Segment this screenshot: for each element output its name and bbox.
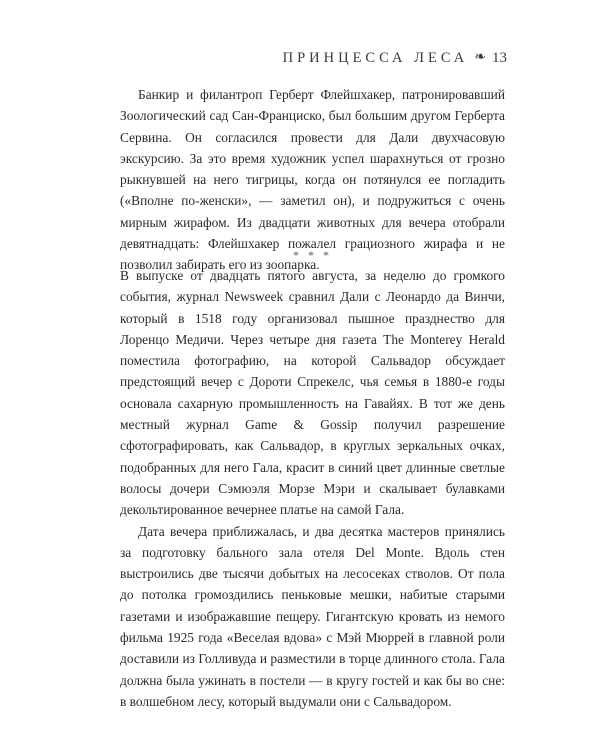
running-head: [283, 50, 507, 67]
paragraph-3: Дата вечера приближалась, и два десятка мастеров принялись за подготовку бального зала отеля Del Monte. Вдоль стен выстроились две тысячи добытых на лесосеках стволов. От пола до потолка громоздились пеньковые мешки, набитые старыми газетами и изображавшие пещеру. Гигантскую кровать из немого фильма 1925 года «Веселая вдова» с Мэй Мюррей в главной роли доставили из Голливуда и разместили в торце длинного стола. Гала должна была ужинать в постели — в кругу гостей и как бы во сне: в волшебном лесу, который выдумали они с Сальвадором.: [120, 523, 505, 709]
running-title: ПРИНЦЕССА ЛЕСА: [282, 50, 469, 66]
fleuron-icon: ❧: [474, 50, 486, 65]
text-block-1: [120, 84, 505, 276]
section-separator: * * *: [293, 248, 332, 262]
page-number: 13: [492, 50, 507, 66]
paragraph-1: Банкир и филантроп Герберт Флейшхакер, патронировавший Зоологический сад Сан-Франциско, был большим другом Герберта Сервина. Он согласился провести для Дали двухчасовую экскурсию. За это время художник успел шарахнуться от грозно рыкнувшей на него тигрицы, когда он потянулся ее погладить («Вполне по-женски», — заметил он), и подружиться с очень мирным жирафом. Из двадцати животных для вечера отобрали девятнадцать: Флейшхакер пожалел грациозного жирафа и не позволил забирать его из зоопарка.: [120, 87, 505, 273]
text-block-2: [120, 265, 505, 712]
paragraph-2: В выпуске от двадцать пятого августа, за неделю до громкого события, журнал Newsweek сравнил Дали с Леонардо да Винчи, который в 1518 году организовал пышное празднество для Лоренцо Медичи. Через четыре дня газета The Monterey Herald поместила фотографию, на которой Сальвадор обсуждает предстоящий вечер с Дороти Спрекелс, чья семья в 1880-е годы основала сахарную промышленность на Гавайях. В тот же день местный журнал Game & Gossip получил разрешение сфотографировать, как Сальвадор, в круглых зеркальных очках, подобранных для него Гала, красит в синий цвет длинные светлые волосы дочери Сэмюэля Морзе Мэри и скалывает булавками декольтированное вечернее платье на самой Гала.: [120, 268, 505, 518]
